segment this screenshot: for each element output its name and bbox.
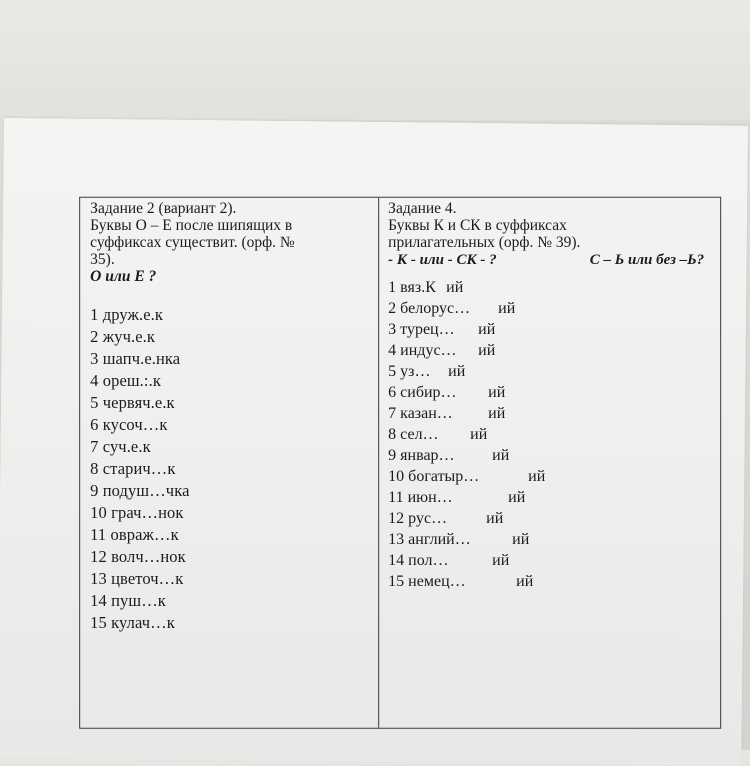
list-item: 3 шапч.е.нка [90,348,181,368]
list-item [388,361,718,382]
item-suffix: ий [446,278,464,296]
item-word: 6 сибир… [388,383,457,401]
item-suffix: ий [478,341,496,359]
item-word: 13 англий… [388,530,471,548]
item-suffix: ий [508,488,526,506]
item-word: 2 белорус… [388,299,471,317]
right-header-line: Задание 4. [388,199,457,217]
list-item: 10 грач…нок [90,502,184,522]
column-divider [378,198,379,728]
item-word: 3 турец… [388,320,455,338]
list-item: 1 друж.е.к [90,304,164,324]
list-item [388,424,718,445]
left-header-line: Буквы О – Е после шипящих в [90,216,293,234]
list-item [388,319,718,340]
item-word: 10 богатыр… [388,467,480,485]
left-header-line: 35). [90,250,115,268]
item-word: 7 казан… [388,404,453,422]
left-question: О или Е ? [90,267,157,285]
list-item [388,403,718,424]
item-suffix: ий [528,467,546,485]
list-item: 13 цветоч…к [90,568,184,588]
list-item: 14 пуш…к [90,590,166,610]
item-suffix: ий [488,404,506,422]
item-suffix: ий [448,362,466,380]
left-item-list [90,304,370,634]
list-item: 4 ореш.:.к [90,370,161,390]
list-item [388,508,718,529]
desk-background [0,0,750,120]
left-header-line: суффиксах существит. (орф. № [90,233,295,251]
right-column [388,198,718,592]
right-header [388,198,718,269]
item-suffix: ий [470,425,488,443]
left-header-line: Задание 2 (вариант 2). [90,199,237,217]
list-item [388,466,718,487]
item-word: 9 январ… [388,446,455,464]
list-item [388,550,718,571]
item-suffix: ий [478,320,496,338]
list-item [388,445,718,466]
rule-k-sk: - К - или - СК - ? [388,251,497,268]
list-item: 8 старич…к [90,458,176,478]
item-suffix: ий [512,530,530,548]
rule-soft-sign: С – Ь или без –Ь? [589,251,705,268]
item-suffix: ий [516,572,534,590]
item-word: 12 рус… [388,509,448,527]
item-word: 8 сел… [388,425,439,443]
item-word: 1 вяз.К [388,278,436,296]
right-item-list [388,277,718,592]
item-suffix: ий [488,383,506,401]
item-word: 4 индус… [388,341,457,359]
list-item: 9 подуш…чка [90,480,190,500]
item-suffix: ий [498,299,516,317]
list-item: 2 жуч.е.к [90,326,156,346]
item-word: 5 уз… [388,362,431,380]
list-item: 12 волч…нок [90,546,186,566]
list-item [388,529,718,550]
item-suffix: ий [492,446,510,464]
list-item [388,571,718,592]
paper-sheet [0,118,748,766]
left-column [90,198,370,634]
list-item: 7 суч.е.к [90,436,151,456]
list-item: 6 кусоч…к [90,414,168,434]
left-header [90,198,370,286]
item-word: 14 пол… [388,551,449,569]
item-suffix: ий [486,509,504,527]
item-word: 15 немец… [388,572,466,590]
item-suffix: ий [492,551,510,569]
right-header-line: Буквы К и СК в суффиксах [388,216,567,234]
item-word: 11 июн… [388,488,453,506]
list-item: 11 овраж…к [90,524,179,544]
worksheet-table [79,197,721,729]
right-rule-row [388,251,718,269]
list-item [388,382,718,403]
right-header-line: прилагательных (орф. № 39). [388,233,581,251]
list-item: 5 червяч.е.к [90,392,175,412]
list-item [388,277,718,298]
list-item [388,298,718,319]
list-item [388,340,718,361]
list-item: 15 кулач…к [90,612,175,632]
list-item [388,487,718,508]
